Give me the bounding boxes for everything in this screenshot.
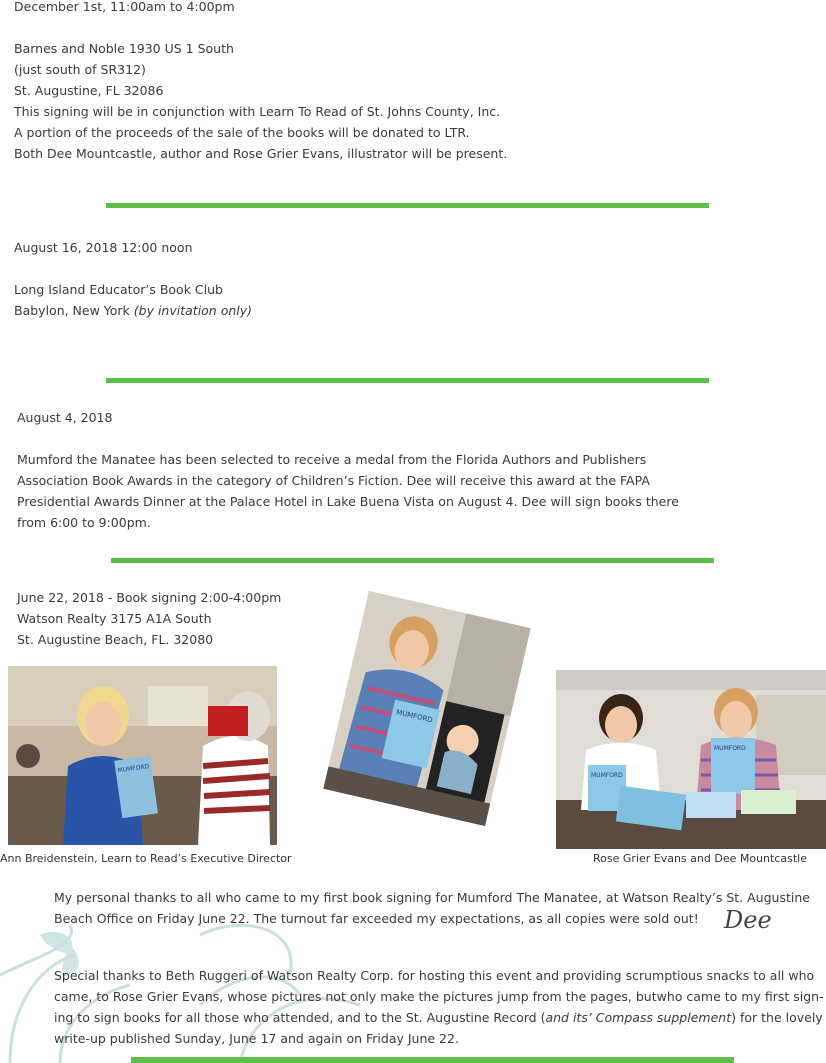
event-june-22 [17,587,281,650]
special-thanks-line: Special thanks to Beth Ruggeri of Watson Realty Corp. for hosting this event and providing scrumptious snacks to all who [54,968,815,983]
event-december [14,0,507,164]
special-thanks-line: ing to sign books for all those who attended, and to the St. Augustine Record (and its’ Compass supplement) for the lovely [54,1010,823,1025]
event-location: St. Augustine Beach, FL. 32080 [17,632,214,647]
photo-caption-right: Rose Grier Evans and Dee Mountcastle [593,852,807,865]
event-august-4 [17,407,679,533]
event-date: December 1st, 11:00am to 4:00pm [14,0,235,14]
signature-dee: Dee [724,906,772,934]
green-divider [106,378,709,383]
photo-illustration [8,666,277,845]
special-thanks-paragraph [54,965,824,1049]
svg-text:MUMFORD: MUMFORD [117,763,150,775]
event-august-16 [14,237,252,321]
award-text-line: Mumford the Manatee has been selected to receive a medal from the Florida Authors and Publishers [17,452,647,467]
special-thanks-line: came, to Rose Grier Evans, whose pictures not only make the pictures jump from the pages, butwho came to my first sign- [54,989,824,1004]
event-detail-line: Both Dee Mountcastle, author and Rose Grier Evans, illustrator will be present. [14,146,508,161]
thanks-line: My personal thanks to all who came to my first book signing for Mumford The Manatee, at Watson Realty’s St. Augustine [54,890,810,905]
photo-illustration [323,591,530,826]
green-divider [131,1057,734,1063]
green-divider [106,203,709,208]
special-thanks-line: write-up published Sunday, June 17 and again on Friday June 22. [54,1031,459,1046]
svg-text:MUMFORD: MUMFORD [591,772,623,779]
photo-rose-and-dee [556,670,826,849]
event-address-line: Barnes and Noble 1930 US 1 South [14,41,234,56]
compass-supplement: and its’ Compass supplement [545,1010,732,1025]
green-divider [111,558,714,563]
event-detail-line: A portion of the proceeds of the sale of the books will be donated to LTR. [14,125,470,140]
award-text-line: Presidential Awards Dinner at the Palace Hotel in Lake Buena Vista on August 4. Dee will sign books there [17,494,679,509]
photo-ann-breidenstein [8,666,277,845]
thanks-line: Beach Office on Friday June 22. The turnout far exceeded my expectations, as all copies were sold out! [54,911,699,926]
photo-illustration [556,670,826,849]
award-text-line: Association Book Awards in the category of Children’s Fiction. Dee will receive this award at the FAPA [17,473,650,488]
svg-text:MUMFORD: MUMFORD [395,708,434,725]
event-location: Babylon, New York (by invitation only) [14,303,253,318]
thanks-paragraph [54,887,810,934]
event-venue: Long Island Educator’s Book Club [14,282,223,297]
photo-caption-left: Ann Breidenstein, Learn to Read’s Executive Director [0,852,292,865]
event-date: August 4, 2018 [17,410,113,425]
event-address-line: St. Augustine, FL 32086 [14,83,164,98]
photo-book-reading [323,591,530,826]
event-detail-line: This signing will be in conjunction with Learn To Read of St. Johns County, Inc. [14,104,501,119]
event-address-line: (just south of SR312) [14,62,146,77]
event-date: August 16, 2018 12:00 noon [14,240,193,255]
event-date: June 22, 2018 - Book signing 2:00-4:00pm [17,590,282,605]
svg-text:MUMFORD: MUMFORD [714,745,746,752]
invitation-note: (by invitation only) [133,303,253,318]
event-venue: Watson Realty 3175 A1A South [17,611,212,626]
award-text-line: from 6:00 to 9:00pm. [17,515,151,530]
